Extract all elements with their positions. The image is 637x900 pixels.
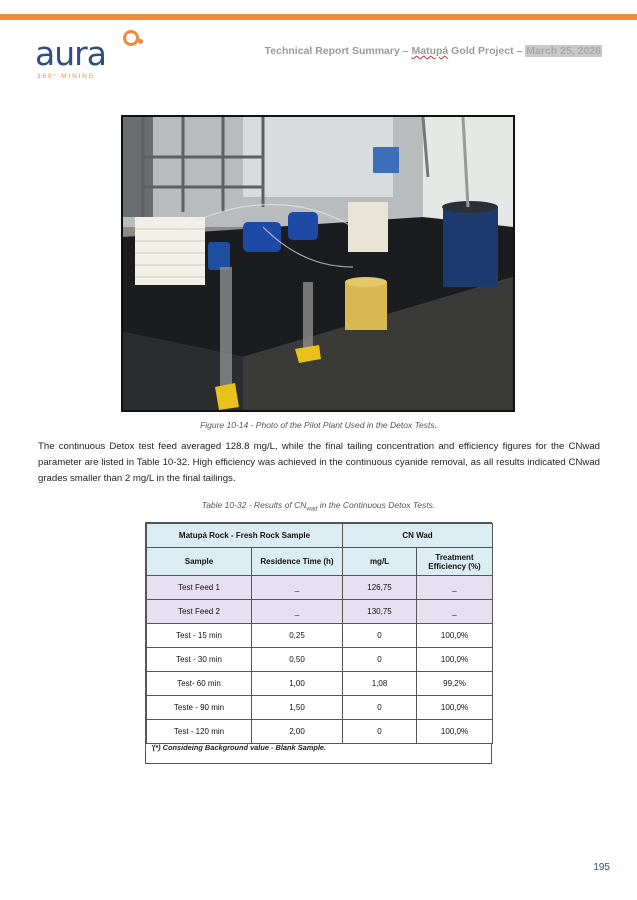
column-header-efficiency: Treatment Efficiency (%) [417, 548, 493, 576]
logo-tagline: 360° MINING [37, 73, 96, 80]
cell-residence: 1,50 [252, 696, 343, 720]
group-header-cnwad: CN Wad [343, 524, 493, 548]
cell-sample: Test- 60 min [147, 672, 252, 696]
cell-residence: _ [252, 576, 343, 600]
logo-ring-icon [123, 30, 139, 46]
cell-residence: 0,25 [252, 624, 343, 648]
table-row [147, 600, 493, 624]
header-title-suffix: Gold Project – [448, 45, 526, 57]
logo-dot-icon [138, 39, 143, 44]
table-row [147, 672, 493, 696]
cell-efficiency: 100,0% [417, 648, 493, 672]
body-paragraph: The continuous Detox test feed averaged 128.8 mg/L, while the final tailing concentration and efficiency figures for the CNwad parameter are listed in Table 10-32. High efficiency was achieved in the continuous cyanide removal, as all results indicated CNwad grades smaller than 2 mg/L in the final tailings. [38, 441, 600, 484]
cell-mgl: 0 [343, 696, 417, 720]
cell-residence: 2,00 [252, 720, 343, 744]
cell-mgl: 126,75 [343, 576, 417, 600]
cell-sample: Test Feed 2 [147, 600, 252, 624]
cell-efficiency: 100,0% [417, 624, 493, 648]
column-header-mgl: mg/L [343, 548, 417, 576]
table-row [147, 696, 493, 720]
table-caption-subscript: wad [306, 506, 318, 513]
cnwad-results-table [145, 522, 492, 764]
table-row [147, 720, 493, 744]
header-title-prefix: Technical Report Summary – [264, 45, 412, 57]
column-header-sample: Sample [147, 548, 252, 576]
table-footnote: '(*) Consideing Background value - Blank Sample. [151, 743, 327, 752]
cell-residence: _ [252, 600, 343, 624]
cell-residence: 1,00 [252, 672, 343, 696]
header-title-date: March 25, 2026 [526, 45, 601, 57]
table-row [147, 624, 493, 648]
table-caption-prefix: Table 10-32 - Results of CN [201, 500, 307, 510]
cell-efficiency: _ [417, 600, 493, 624]
table-caption-suffix: in the Continuous Detox Tests. [317, 500, 436, 510]
cell-efficiency: 100,0% [417, 720, 493, 744]
cell-efficiency: 99,2% [417, 672, 493, 696]
top-accent-bar [0, 14, 637, 20]
cell-sample: Test - 15 min [147, 624, 252, 648]
logo-wordmark: aura [35, 34, 106, 73]
cell-mgl: 0 [343, 624, 417, 648]
cell-mgl: 130,75 [343, 600, 417, 624]
cell-mgl: 0 [343, 648, 417, 672]
pilot-plant-photo [121, 115, 515, 412]
cell-sample: Test Feed 1 [147, 576, 252, 600]
cell-residence: 0,50 [252, 648, 343, 672]
cell-sample: Teste - 90 min [147, 696, 252, 720]
table-group-header-row [147, 524, 493, 548]
report-header-title [265, 45, 602, 57]
cell-sample: Test - 120 min [147, 720, 252, 744]
header-title-project: Matupá [411, 45, 449, 57]
page-number: 195 [593, 862, 610, 873]
figure-caption: Figure 10-14 - Photo of the Pilot Plant Used in the Detox Tests. [200, 420, 437, 430]
cell-sample: Test - 30 min [147, 648, 252, 672]
group-header-sample: Matupá Rock - Fresh Rock Sample [147, 524, 343, 548]
table-row [147, 576, 493, 600]
company-logo [35, 26, 155, 84]
cell-efficiency: _ [417, 576, 493, 600]
cell-mgl: 1,08 [343, 672, 417, 696]
table-row [147, 648, 493, 672]
cell-efficiency: 100,0% [417, 696, 493, 720]
pilot-plant-illustration [123, 117, 513, 410]
cell-mgl: 0 [343, 720, 417, 744]
column-header-residence-time: Residence Time (h) [252, 548, 343, 576]
table-column-header-row [147, 548, 493, 576]
table-caption [0, 500, 637, 513]
